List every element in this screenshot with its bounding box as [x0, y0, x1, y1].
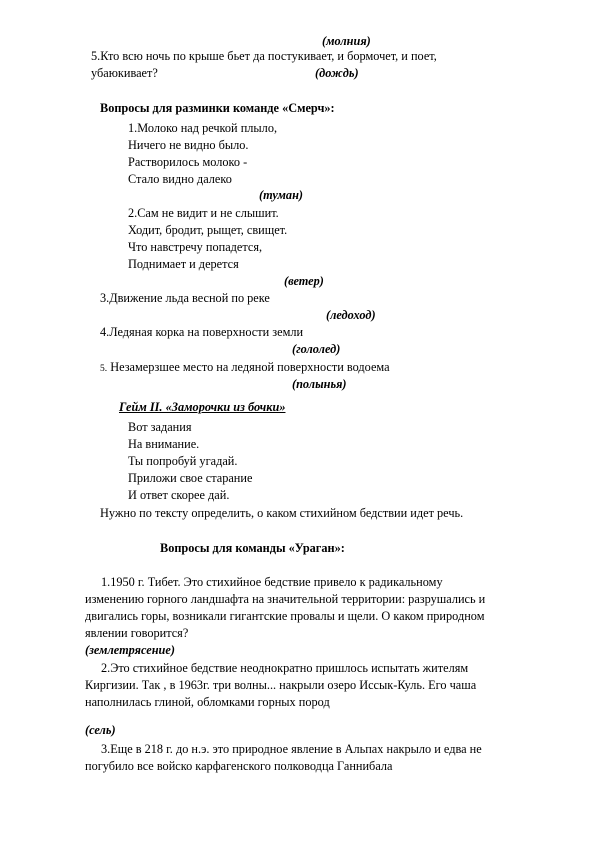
- uragan-question-2-line: 2.Это стихийное бедствие неоднократно пришлось испытать жителям: [101, 661, 469, 675]
- smerch-riddle-2-line: 2.Сам не видит и не слышит.: [128, 206, 279, 220]
- smerch-question-3: 3.Движение льда весной по реке: [100, 291, 270, 305]
- uragan-question-1-line: двигались горы, возникали гигантские провалы и щели. О каком природном: [85, 609, 485, 623]
- smerch-question-5-text: Незамерзшее место на ледяной поверхности водоема: [110, 360, 390, 374]
- smerch-riddle-2-line: Поднимает и дерется: [128, 257, 239, 271]
- riddle-5-line-1: 5.Кто всю ночь по крыше бьет да постукивает, и бормочет, и поет,: [91, 49, 437, 63]
- smerch-question-4: 4.Ледяная корка на поверхности земли: [100, 325, 304, 339]
- riddle-5-line-2: убаюкивает?: [91, 66, 158, 80]
- smerch-riddle-2-line: Что навстречу попадется,: [128, 240, 263, 254]
- uragan-question-1-line: изменению горного ландшафта на значительной территории: разрушались и: [85, 592, 486, 606]
- game-2-poem-line: Вот задания: [128, 420, 192, 434]
- game-2-title: Гейм II. «Заморочки из бочки»: [119, 400, 286, 414]
- uragan-question-3-line: 3.Еще в 218 г. до н.э. это природное явление в Альпах накрыло и едва не: [101, 742, 482, 756]
- answer-earthquake: (землетрясение): [85, 643, 175, 657]
- uragan-question-1-line: 1.1950 г. Тибет. Это стихийное бедствие привело к радикальному: [101, 575, 443, 589]
- uragan-question-2-line: Киргизии. Так , в 1963г. три волны... накрыли озеро Иссык-Куль. Его чаша: [85, 678, 477, 692]
- game-2-instruction: Нужно по тексту определить, о каком стихийном бедствии идет речь.: [100, 506, 464, 520]
- answer-black-ice: (гололед): [292, 342, 341, 356]
- uragan-question-2-line: наполнилась глиной, обломками горных пород: [85, 695, 330, 709]
- answer-wind: (ветер): [284, 274, 324, 288]
- uragan-heading: Вопросы для команды «Ураган»:: [160, 541, 345, 555]
- answer-ice-hole: (полынья): [292, 377, 347, 391]
- answer-ice-drift: (ледоход): [326, 308, 376, 322]
- game-2-poem-line: Приложи свое старание: [128, 471, 253, 485]
- game-2-poem-line: И ответ скорее дай.: [128, 488, 230, 502]
- smerch-riddle-1-line: Стало видно далеко: [128, 172, 232, 186]
- uragan-question-3-line: погубило все войско карфагенского полководца Ганнибала: [85, 759, 393, 773]
- smerch-heading: Вопросы для разминки команде «Смерч»:: [100, 101, 335, 115]
- game-2-poem-line: Ты попробуй угадай.: [128, 454, 238, 468]
- answer-fog: (туман): [259, 188, 303, 202]
- answer-mudflow: (сель): [85, 723, 116, 737]
- smerch-riddle-2-line: Ходит, бродит, рыщет, свищет.: [128, 223, 288, 237]
- smerch-riddle-1-line: 1.Молоко над речкой плыло,: [128, 121, 278, 135]
- smerch-riddle-1-line: Ничего не видно было.: [128, 138, 249, 152]
- answer-lightning: (молния): [322, 34, 371, 48]
- smerch-question-5: [100, 360, 390, 377]
- uragan-question-1-line: явлении говорится?: [85, 626, 189, 640]
- game-2-poem-line: На внимание.: [128, 437, 200, 451]
- smerch-question-5-number: 5.: [100, 364, 108, 374]
- answer-rain: (дождь): [315, 66, 359, 80]
- smerch-riddle-1-line: Растворилось молоко -: [128, 155, 248, 169]
